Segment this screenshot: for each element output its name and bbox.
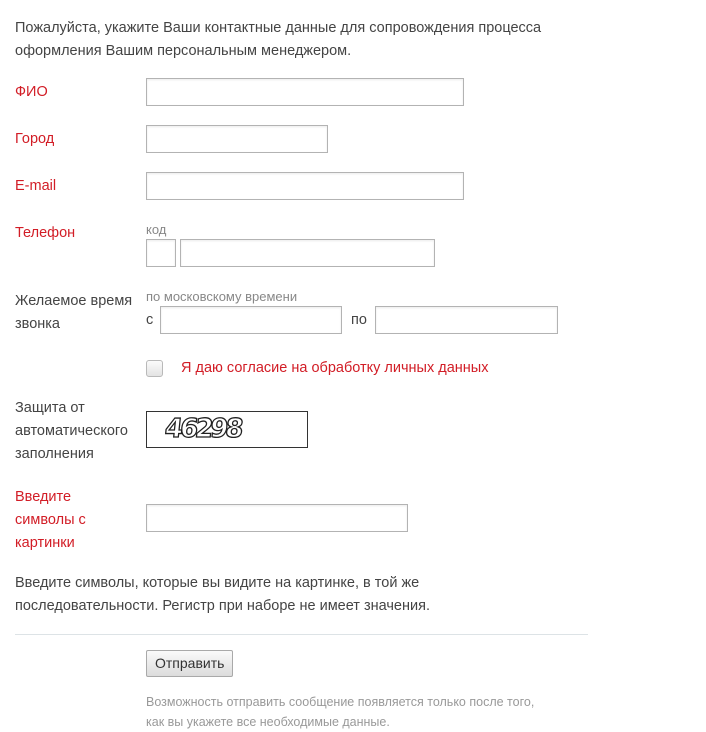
phone-code-hint: код xyxy=(146,222,167,237)
captcha-input-label-line3: картинки xyxy=(15,535,75,551)
call-time-hint: по московскому времени xyxy=(146,289,298,304)
phone-code-input[interactable] xyxy=(146,239,176,267)
captcha-label-line3: заполнения xyxy=(15,446,94,462)
call-time-to-input[interactable] xyxy=(375,306,558,334)
phone-label: Телефон xyxy=(15,225,76,241)
captcha-input-label-line1: Введите xyxy=(15,489,72,505)
submit-note xyxy=(146,692,596,732)
captcha-input-label-line2: символы с xyxy=(15,512,86,528)
captcha-image xyxy=(146,411,308,448)
fio-label: ФИО xyxy=(15,84,48,100)
city-label: Город xyxy=(15,131,55,147)
call-time-from-label: с xyxy=(146,312,154,328)
fio-input[interactable] xyxy=(146,78,464,106)
submit-note-line1: Возможность отправить сообщение появляется только после того, xyxy=(146,695,535,709)
captcha-input[interactable] xyxy=(146,504,408,532)
submit-button[interactable]: Отправить xyxy=(146,650,233,677)
call-time-to-label: по xyxy=(351,312,367,328)
captcha-instructions-line2: последовательности. Регистр при наборе не имеет значения. xyxy=(15,598,430,614)
captcha-label-line2: автоматического xyxy=(15,423,128,439)
captcha-instructions xyxy=(15,572,615,618)
city-input[interactable] xyxy=(146,125,328,153)
email-label: E-mail xyxy=(15,178,57,194)
captcha-label xyxy=(15,397,145,466)
call-time-label-line2: звонка xyxy=(15,316,60,332)
captcha-label-line1: Защита от xyxy=(15,400,85,416)
call-time-label-line1: Желаемое время xyxy=(15,293,133,309)
call-time-from-input[interactable] xyxy=(160,306,342,334)
intro-text: Пожалуйста, укажите Ваши контактные данные для сопровождения процесса оформления Вашим персональным менеджером. xyxy=(15,20,542,59)
consent-checkbox[interactable] xyxy=(146,360,163,377)
phone-number-input[interactable] xyxy=(180,239,435,267)
call-time-label xyxy=(15,290,145,336)
form-divider xyxy=(15,634,588,635)
captcha-input-label xyxy=(15,486,145,555)
captcha-instructions-line1: Введите символы, которые вы видите на картинке, в той же xyxy=(15,575,420,591)
captcha-image-text: 46298 xyxy=(163,414,243,444)
submit-note-line2: как вы укажете все необходимые данные. xyxy=(146,715,390,729)
email-input[interactable] xyxy=(146,172,464,200)
consent-label[interactable]: Я даю согласие на обработку личных данных xyxy=(181,360,489,376)
